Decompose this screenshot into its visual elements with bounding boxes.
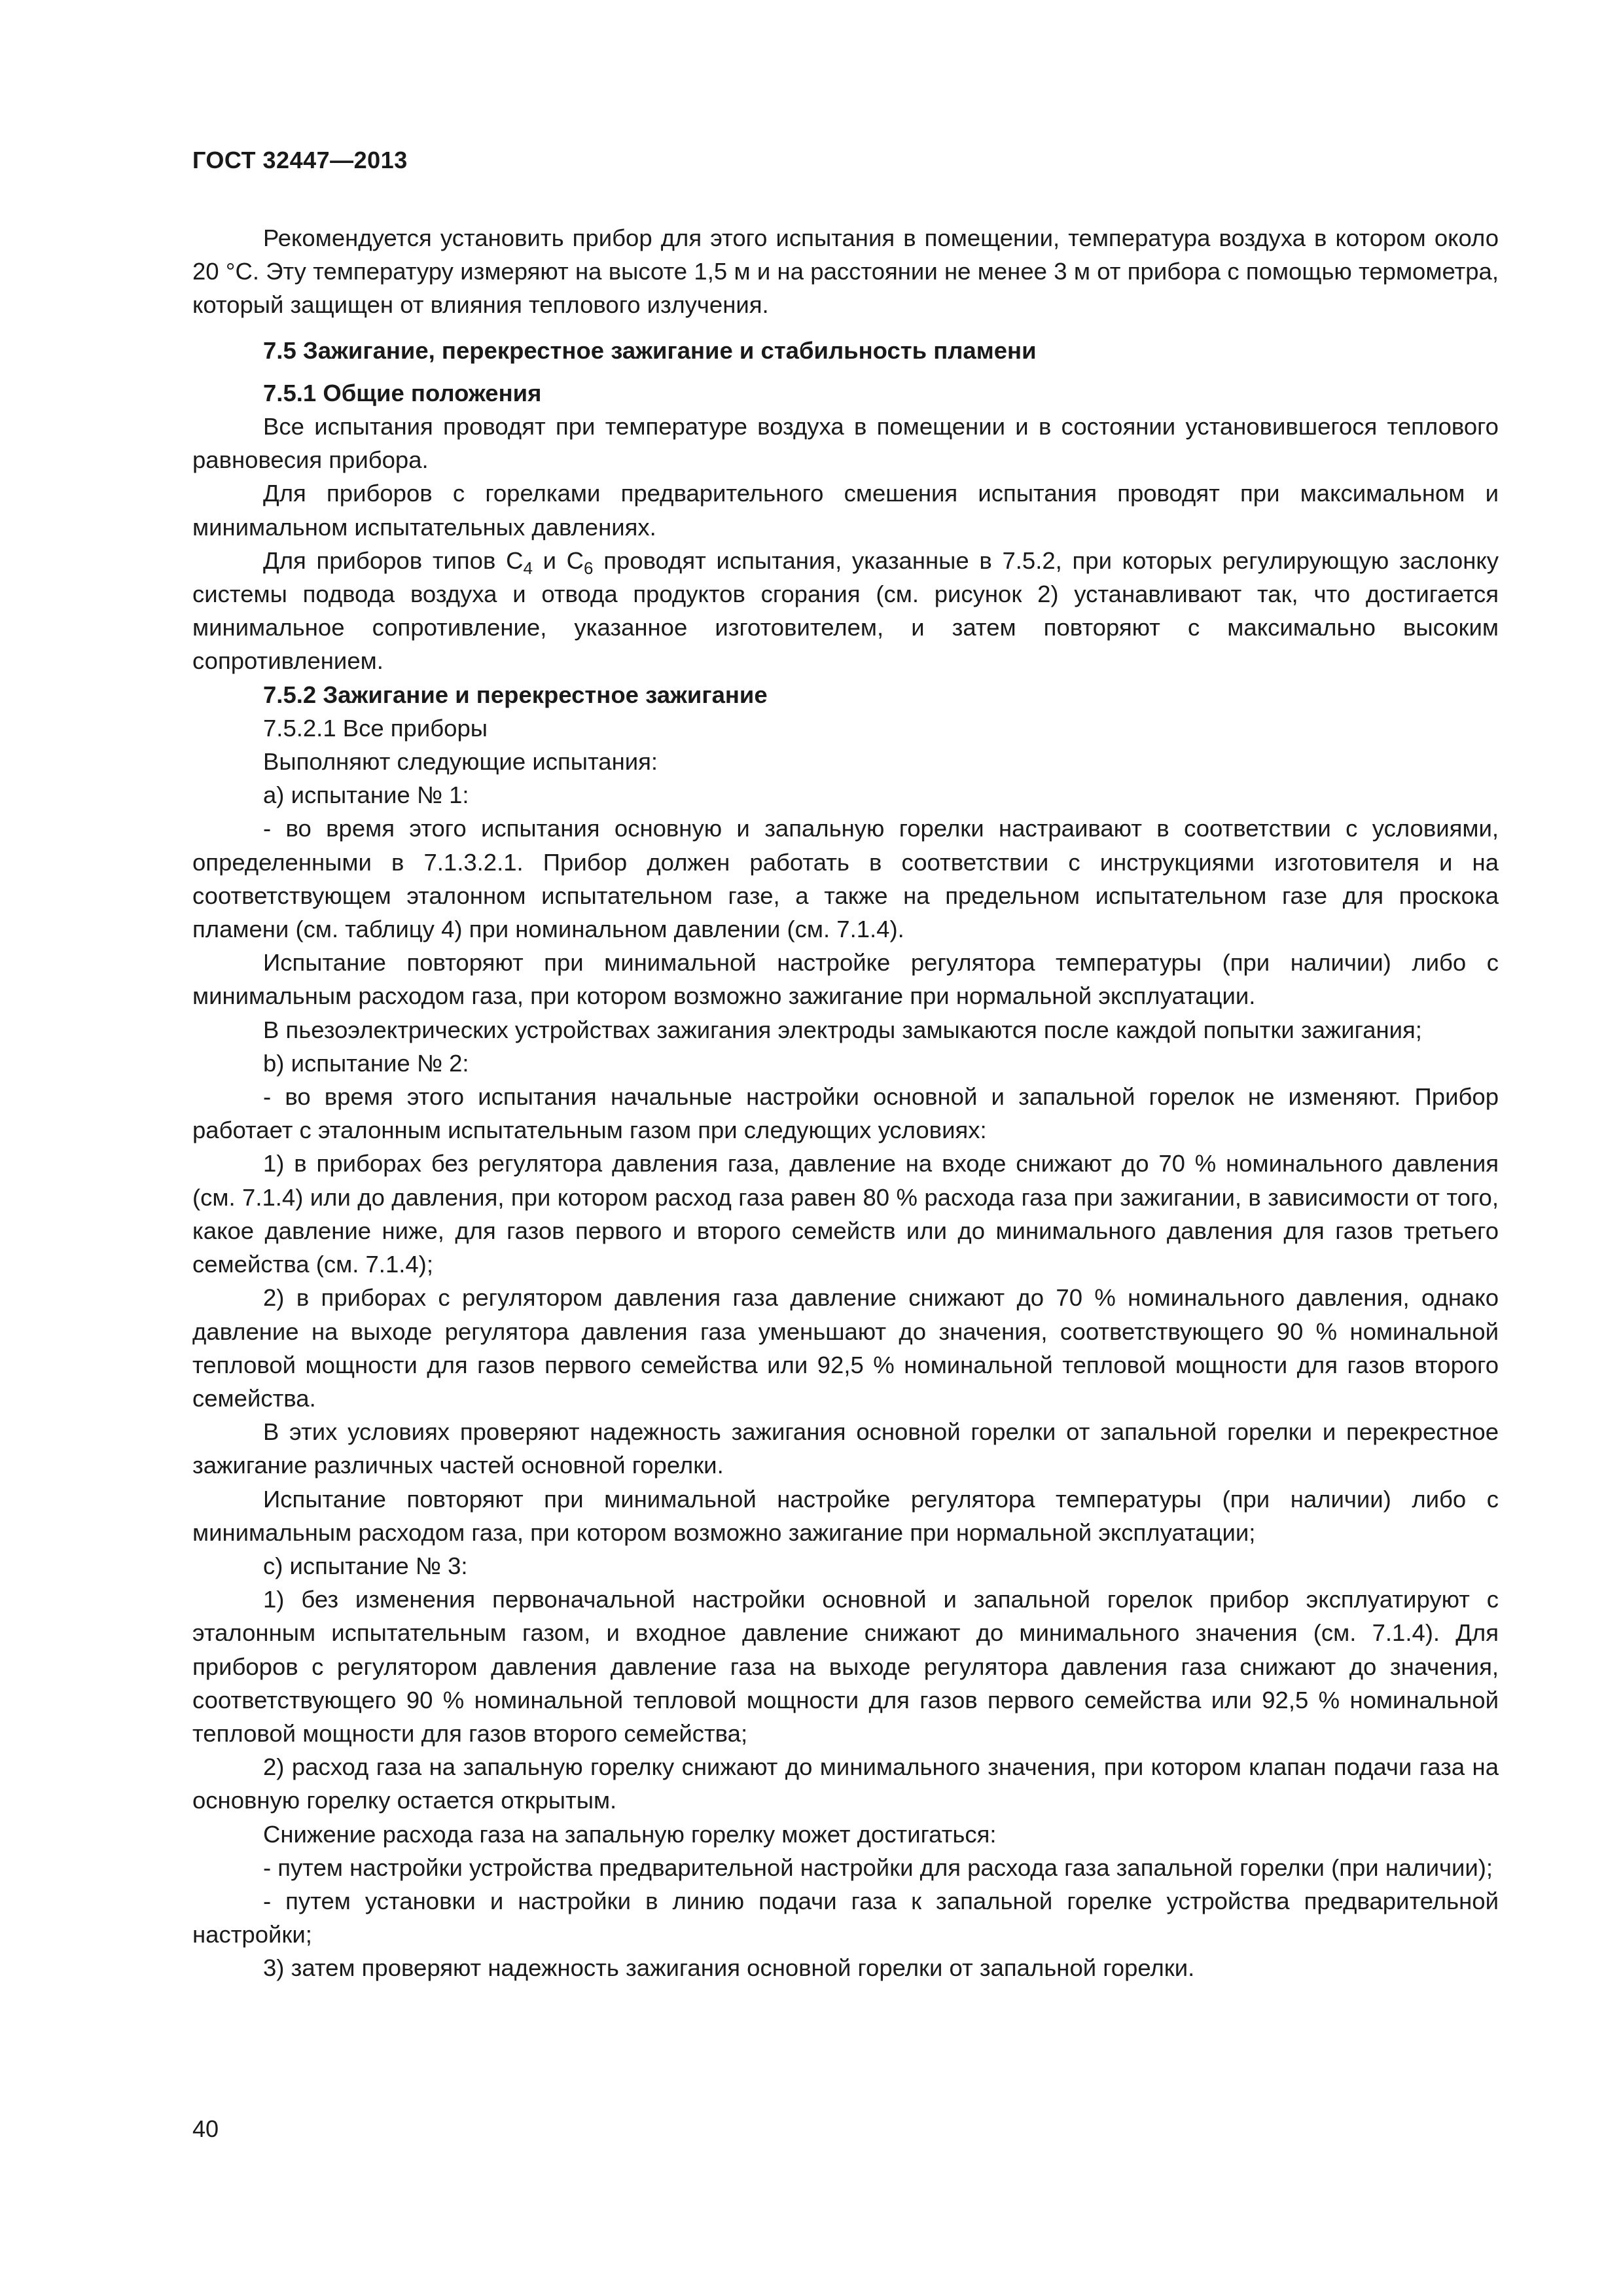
paragraph-general-conditions: Все испытания проводят при температуре воздуха в помещении и в состоянии установившегося теплового равновесия прибора. [192,413,1499,474]
paragraph-types-c4-c6 [192,544,1499,678]
paragraph-following-tests: Выполняют следующие испытания: [263,748,658,776]
subscript: 6 [584,558,594,578]
document-body [192,221,1499,1985]
section-heading-7-5: 7.5 Зажигание, перекрестное зажигание и стабильность пламени [263,336,1037,364]
list-item-test-2: b) испытание № 2: [263,1049,469,1077]
paragraph-temperature-recommendation: Рекомендуется установить прибор для этого испытания в помещении, температура воздуха в котором около 20 °С. Эту температуру измеряют на высоте 1,5 м и на расстоянии не менее 3 м от прибора с помощью термометра, который защищен от влияния теплового излучения. [192,224,1499,319]
text-fragment: и С [532,547,584,574]
paragraph-pilot-reduction-option-2: - путем установки и настройки в линию подачи газа к запальной горелке устройства предварительной настройки; [192,1887,1499,1948]
paragraph-test-1-conditions: - во время этого испытания основную и запальную горелки настраивают в соответствии с условиями, определенными в 7.1.3.2.1. Прибор должен работать в соответствии с инструкциями изготовителя и на соответствующем эталонном испытательном газе, а также на предельном испытательном газе для проскока пламени (см. таблицу 4) при номинальном давлении (см. 7.1.4). [192,815,1499,943]
paragraph-pilot-reduction-option-1: - путем настройки устройства предварительной настройки для расхода газа запальной горелки (при наличии); [263,1854,1493,1881]
paragraph-test-1-repeat: Испытание повторяют при минимальной настройке регулятора температуры (при наличии) либо с минимальным расходом газа, при котором возможно зажигание при нормальной эксплуатации. [192,949,1499,1010]
list-item-test-1: а) испытание № 1: [263,781,469,809]
paragraph-piezo-ignition: В пьезоэлектрических устройствах зажигания электроды замыкаются после каждой попытки зажигания; [263,1016,1422,1043]
paragraph-test-2-check: В этих условиях проверяют надежность зажигания основной горелки от запальной горелки и перекрестное зажигание различных частей основной горелки. [192,1418,1499,1479]
document-header-code: ГОСТ 32447—2013 [192,147,408,173]
paragraph-test-3-item-1: 1) без изменения первоначальной настройки основной и запальной горелок прибор эксплуатируют с эталонным испытательным газом, и входное давление снижают до минимального значения (см. 7.1.4). Для приборов с регулятором давления давление газа на выходе регулятора давления газа снижают до значения, соответствующего 90 % номинальной тепловой мощности для газов первого семейства или 92,5 % номинальной тепловой мощности для газов второго семейства; [192,1586,1499,1747]
page-number: 40 [192,2115,219,2142]
list-item-test-3: с) испытание № 3: [263,1552,468,1579]
paragraph-test-2-item-2: 2) в приборах с регулятором давления газа давление снижают до 70 % номинального давления, однако давление на выходе регулятора давления газа уменьшают до значения, соответствующего 90 % номинальной тепловой мощности для газов первого семейства или 92,5 % номинальной тепловой мощности для газов второго семейства. [192,1284,1499,1412]
paragraph-pilot-reduction: Снижение расхода газа на запальную горелку может достигаться: [263,1820,997,1848]
section-heading-7-5-1: 7.5.1 Общие положения [263,379,542,406]
text-fragment: проводят испытания, указанные в 7.5.2, при которых регулирующую заслонку системы подвода воздуха и отвода продуктов сгорания (см. рисунок 2) устанавливают так, что достигается минимальное сопротивление, указанное изготовителем, и затем повторяют с максимально высоким сопротивлением. [192,547,1499,675]
paragraph-test-2-item-1: 1) в приборах без регулятора давления газа, давление на входе снижают до 70 % номинального давления (см. 7.1.4) или до давления, при котором расход газа равен 80 % расхода газа при зажигании, в зависимости от того, какое давление ниже, для газов первого и второго семейств или до минимального давления для газов третьего семейства (см. 7.1.4); [192,1150,1499,1278]
paragraph-test-3-item-3: 3) затем проверяют надежность зажигания основной горелки от запальной горелки. [263,1954,1195,1982]
paragraph-test-2-repeat: Испытание повторяют при минимальной настройке регулятора температуры (при наличии) либо с минимальным расходом газа, при котором возможно зажигание при нормальной эксплуатации; [192,1485,1499,1546]
paragraph-premix-burners: Для приборов с горелками предварительного смешения испытания проводят при максимальном и минимальном испытательных давлениях. [192,480,1499,541]
section-heading-7-5-2: 7.5.2 Зажигание и перекрестное зажигание [263,681,768,708]
subscript: 4 [523,558,533,578]
subsection-7-5-2-1: 7.5.2.1 Все приборы [263,714,488,742]
paragraph-test-2-conditions: - во время этого испытания начальные настройки основной и запальной горелок не изменяют. Прибор работает с эталонным испытательным газом при следующих условиях: [192,1083,1499,1144]
text-fragment: Для приборов типов С [263,547,524,574]
paragraph-test-3-item-2: 2) расход газа на запальную горелку снижают до минимального значения, при котором клапан подачи газа на основную горелку остается открытым. [192,1753,1499,1814]
